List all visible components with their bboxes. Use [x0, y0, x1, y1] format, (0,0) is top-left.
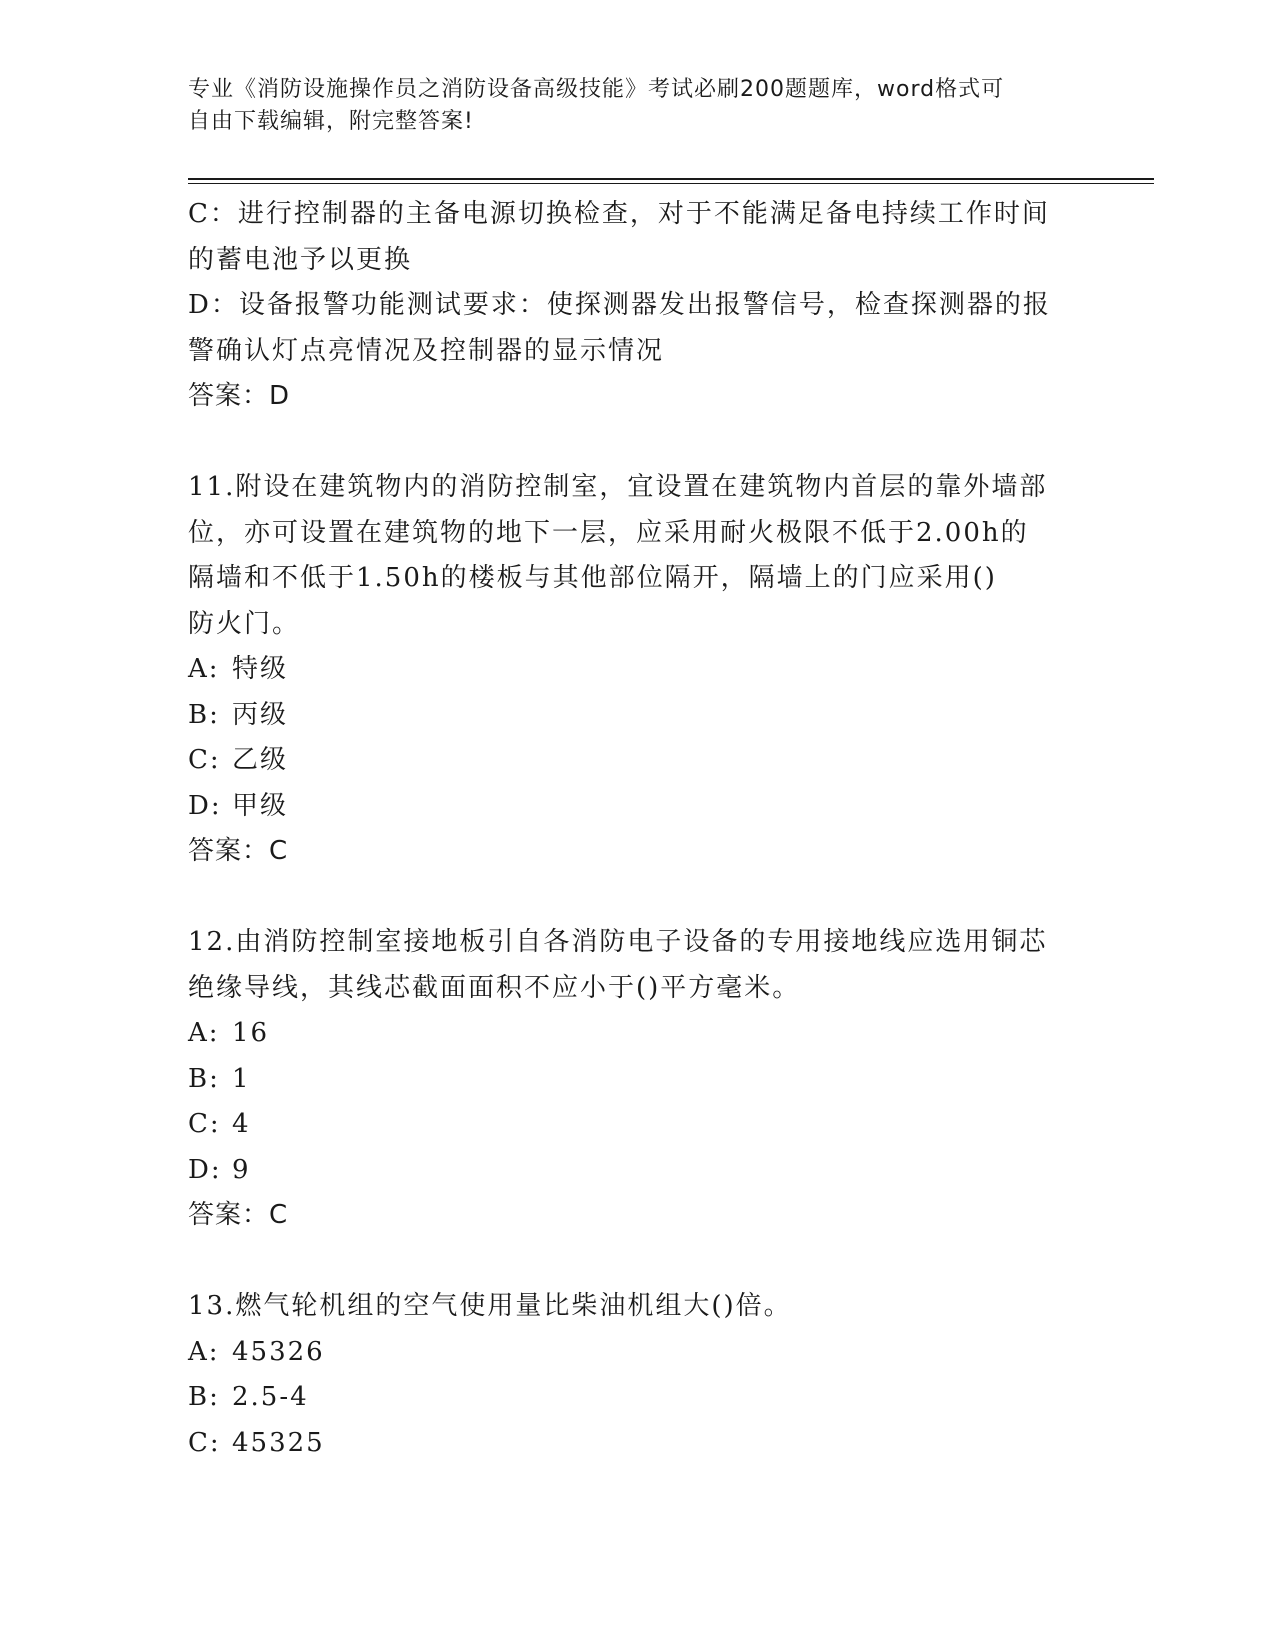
option-key: D:	[188, 1154, 222, 1185]
option-key: B:	[188, 1382, 220, 1412]
spacer	[188, 1239, 1078, 1285]
option-text: 2.5-4	[232, 1382, 309, 1412]
header-divider-thin	[188, 183, 1154, 184]
option-b	[188, 1375, 1078, 1421]
option-c	[188, 738, 1078, 784]
option-text: 1	[232, 1063, 251, 1094]
option-key: B:	[188, 699, 220, 730]
question-stem-line: 11.附设在建筑物内的消防控制室，宜设置在建筑物内首层的靠外墙部	[188, 472, 1048, 502]
option-c-text-line-2: 的蓄电池予以更换	[188, 244, 413, 275]
option-text: 丙级	[232, 699, 289, 730]
option-key: A:	[188, 1018, 220, 1048]
question-11	[188, 465, 1078, 875]
answer-line: 答案：C	[188, 1200, 289, 1230]
option-d	[188, 784, 1078, 830]
option-text: 特级	[232, 654, 289, 684]
question-stem-line: 隔墙和不低于1.50h的楼板与其他部位隔开，隔墙上的门应采用()	[188, 563, 997, 593]
question-stem-line: 防火门。	[188, 608, 301, 639]
question-stem-line: 绝缘导线，其线芯截面面积不应小于()平方毫米。	[188, 972, 801, 1003]
option-key: C:	[188, 1427, 221, 1458]
option-a	[188, 647, 1078, 693]
option-text: 45326	[232, 1336, 325, 1367]
option-text: 45325	[232, 1427, 325, 1458]
option-key: C:	[188, 745, 221, 775]
option-b	[188, 1057, 1078, 1103]
option-a	[188, 1330, 1078, 1376]
continued-question	[188, 192, 1078, 420]
document-header	[188, 74, 1068, 138]
option-text: 甲级	[232, 790, 289, 821]
option-c	[188, 1102, 1078, 1148]
option-text: 4	[232, 1109, 251, 1139]
header-line-2: 自由下载编辑，附完整答案!	[188, 109, 474, 134]
question-13	[188, 1284, 1078, 1466]
question-12	[188, 920, 1078, 1239]
header-divider-thick	[188, 178, 1154, 180]
answer-line: 答案：D	[188, 381, 291, 411]
option-key: D:	[188, 790, 222, 821]
option-a	[188, 1011, 1078, 1057]
option-c	[188, 1421, 1078, 1467]
question-stem-line: 位，亦可设置在建筑物的地下一层，应采用耐火极限不低于2.00h的	[188, 517, 1029, 548]
option-text: 乙级	[232, 745, 289, 775]
option-text: 16	[232, 1018, 270, 1048]
spacer	[188, 875, 1078, 921]
option-key: C:	[188, 1109, 221, 1139]
question-stem-line: 13.燃气轮机组的空气使用量比柴油机组大()倍。	[188, 1291, 792, 1321]
header-line-1: 专业《消防设施操作员之消防设备高级技能》考试必刷200题题库，word格式可	[188, 77, 1005, 102]
option-d	[188, 1148, 1078, 1194]
option-key: A:	[188, 1336, 220, 1367]
option-key: B:	[188, 1063, 220, 1094]
option-d-text-line-2: 警确认灯点亮情况及控制器的显示情况	[188, 335, 665, 366]
question-content	[188, 192, 1078, 1466]
option-b	[188, 693, 1078, 739]
option-text: 9	[232, 1154, 251, 1185]
option-c-text-line-1: C：进行控制器的主备电源切换检查，对于不能满足备电持续工作时间	[188, 199, 1050, 229]
option-d-text-line-1: D：设备报警功能测试要求：使探测器发出报警信号，检查探测器的报	[188, 290, 1051, 320]
answer-line: 答案：C	[188, 836, 289, 866]
option-key: A:	[188, 654, 220, 684]
question-stem-line: 12.由消防控制室接地板引自各消防电子设备的专用接地线应选用铜芯	[188, 927, 1048, 957]
spacer	[188, 420, 1078, 466]
